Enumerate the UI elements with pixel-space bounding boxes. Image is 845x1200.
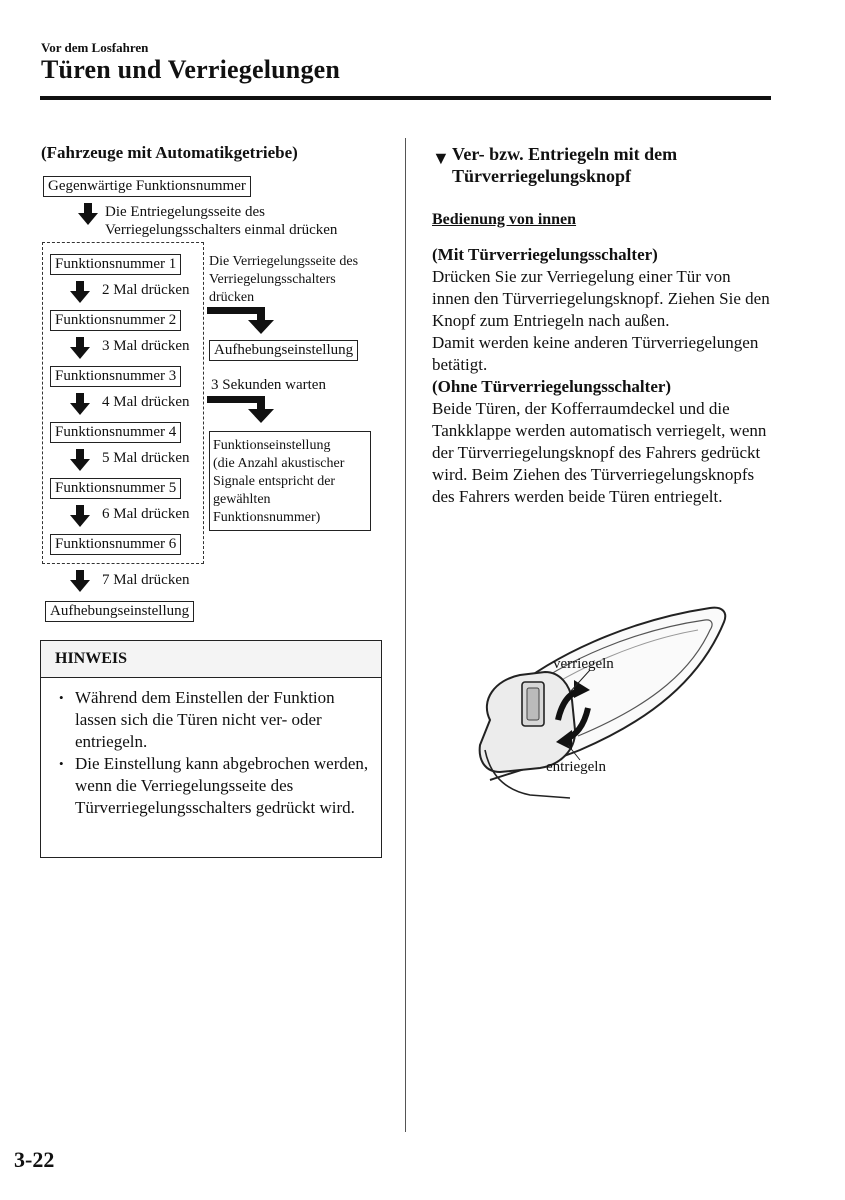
note-list <box>41 687 375 819</box>
side-instruction-line2: Verriegelungsschalters <box>209 272 336 287</box>
note-box <box>40 640 382 858</box>
note-title: HINWEIS <box>55 650 128 667</box>
page-title: Türen und Verriegelungen <box>41 55 341 84</box>
press-count-3: 3 Mal drücken <box>102 338 190 354</box>
unlock-label: entriegeln <box>546 759 606 775</box>
lock-label: verriegeln <box>553 656 614 672</box>
inside-operation-body <box>432 244 772 508</box>
function-box-3: Funktionsnummer 3 <box>50 366 181 387</box>
cancel-setting-box: Aufhebungseinstellung <box>45 601 194 622</box>
note-header <box>41 641 381 678</box>
function-box-2: Funktionsnummer 2 <box>50 310 181 331</box>
note-item: • Die Einstellung kann abgebrochen werden, wenn die Verriegelungsseite des Türverriegelungsschalters gedrückt wird. <box>75 753 375 819</box>
side-cancel-box: Aufhebungseinstellung <box>209 340 358 361</box>
first-press-text-line2: Verriegelungsschalters einmal drücken <box>105 222 338 238</box>
heading-line1: Ver- bzw. Entriegeln mit dem <box>452 144 678 164</box>
automatic-transmission-heading: (Fahrzeuge mit Automatikgetriebe) <box>41 143 298 162</box>
function-box-4: Funktionsnummer 4 <box>50 422 181 443</box>
without-switch-label: (Ohne Türverriegelungsschalter) <box>432 377 672 396</box>
press-count-2: 2 Mal drücken <box>102 282 190 298</box>
function-setting-box <box>209 431 371 531</box>
triangle-marker-icon: ▼ <box>432 148 450 168</box>
function-setting-line1: Funktionseinstellung <box>213 438 331 453</box>
lock-knob-inner <box>527 688 539 720</box>
door-lock-knob-heading <box>432 143 752 187</box>
heading-line2: Türverriegelungsknopf <box>452 166 632 186</box>
press-count-7: 7 Mal drücken <box>102 572 190 588</box>
function-setting-line4: gewählten <box>213 492 271 507</box>
without-switch-text: Beide Türen, der Kofferraumdeckel und die Tankklappe werden automatisch verriegelt, wenn der Türverriegelungsknopf des Fahrers gedrückt wird. Beim Ziehen des Türverriegelungsknopfs des Fahrers werden beide Türen entriegelt. <box>432 399 767 506</box>
section-label: Vor dem Losfahren <box>41 40 149 55</box>
elbow-arrows <box>207 307 274 423</box>
function-setting-line5: Funktionsnummer) <box>213 510 321 525</box>
page-number: 3-22 <box>14 1147 55 1172</box>
with-switch-label: (Mit Türverriegelungsschalter) <box>432 245 658 264</box>
note-item: • Während dem Einstellen der Funktion lassen sich die Türen nicht ver- oder entriegeln. <box>75 687 375 753</box>
wait-3-seconds-text: 3 Sekunden warten <box>211 377 326 393</box>
inside-operation-subheading: Bedienung von innen <box>432 211 577 228</box>
function-box-6: Funktionsnummer 6 <box>50 534 181 555</box>
function-setting-line2: (die Anzahl akustischer <box>213 456 345 471</box>
side-instruction-line1: Die Verriegelungsseite des <box>209 254 359 269</box>
function-setting-line3: Signale entspricht der <box>213 474 336 489</box>
current-function-box: Gegenwärtige Funktionsnummer <box>43 176 251 197</box>
side-instruction-line3: drücken <box>209 290 255 305</box>
with-switch-text: Drücken Sie zur Verriegelung einer Tür von innen den Türverriegelungsknopf. Ziehen Sie den Knopf zum Entriegeln nach außen. <box>432 267 770 330</box>
function-box-1: Funktionsnummer 1 <box>50 254 181 275</box>
with-switch-text2: Damit werden keine anderen Türverriegelungen betätigt. <box>432 333 759 374</box>
function-box-5: Funktionsnummer 5 <box>50 478 181 499</box>
press-count-5: 5 Mal drücken <box>102 450 190 466</box>
first-press-text-line1: Die Entriegelungsseite des <box>105 204 265 220</box>
press-count-6: 6 Mal drücken <box>102 506 190 522</box>
press-count-4: 4 Mal drücken <box>102 394 190 410</box>
